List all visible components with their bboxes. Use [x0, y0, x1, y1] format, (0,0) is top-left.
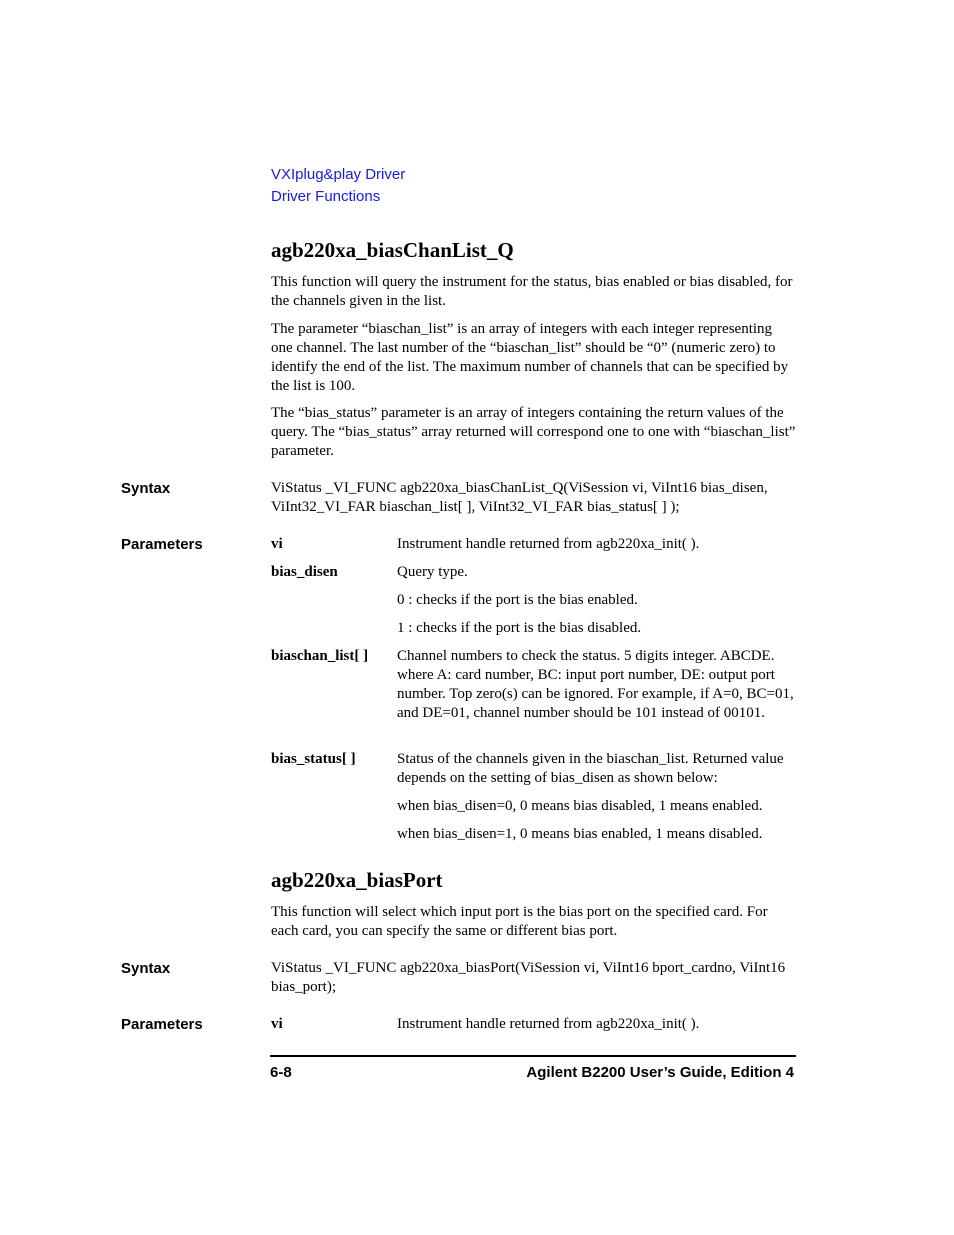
syntax-label-biasport: Syntax: [121, 960, 171, 977]
breadcrumb-link-driver[interactable]: VXIplug&play Driver: [271, 166, 406, 183]
param-desc-bias-disen-1: 1 : checks if the port is the bias disabled.: [397, 620, 642, 636]
param-desc-biaschan-list: Channel numbers to check the status. 5 digits integer. ABCDE. where A: card number, BC: input port number, DE: output port number. Top zero(s) can be ignored. For example, if A=0, BC=01, and DE=01, channel number should be 101 instead of 00101.: [397, 648, 794, 721]
param-desc-vi-biasport: Instrument handle returned from agb220xa_init( ).: [397, 1016, 700, 1032]
section-heading-biasport: agb220xa_biasPort: [271, 868, 443, 892]
paragraph-bias-status: The “bias_status” parameter is an array of integers containing the return values of the query. The “bias_status” array returned will correspond one to one with “biaschan_list” parameter.: [271, 405, 796, 459]
parameters-label: Parameters: [121, 536, 203, 553]
paragraph-biaschan-list: The parameter “biaschan_list” is an array of integers with each integer representing one channel. The last number of the “biaschan_list” should be “0” (numeric zero) to identify the end of the list. The maximum number of channels that can be specified by the list is 100.: [271, 321, 789, 394]
param-name-vi-biasport: vi: [271, 1016, 283, 1032]
guide-title: Agilent B2200 User’s Guide, Edition 4: [526, 1064, 794, 1081]
param-desc-bias-status-0: when bias_disen=0, 0 means bias disabled, 1 means enabled.: [397, 798, 763, 814]
param-name-vi: vi: [271, 536, 283, 552]
syntax-text-biasport: ViStatus _VI_FUNC agb220xa_biasPort(ViSession vi, ViInt16 bport_cardno, ViInt16 bias_port);: [271, 960, 786, 995]
param-desc-bias-status-1: when bias_disen=1, 0 means bias enabled, 1 means disabled.: [397, 826, 763, 842]
section-heading-biaschanlist: agb220xa_biasChanList_Q: [271, 238, 514, 262]
param-name-bias-status: bias_status[ ]: [271, 751, 356, 767]
paragraph-intro: This function will query the instrument for the status, bias enabled or bias disabled, for the channels given in the list.: [271, 274, 793, 309]
param-desc-bias-disen-0: 0 : checks if the port is the bias enabled.: [397, 592, 638, 608]
page-number: 6-8: [270, 1064, 292, 1081]
parameters-label-biasport: Parameters: [121, 1016, 203, 1033]
breadcrumb-link-functions[interactable]: Driver Functions: [271, 188, 381, 205]
param-name-bias-disen: bias_disen: [271, 564, 338, 580]
syntax-label: Syntax: [121, 480, 171, 497]
footer-divider: [270, 1055, 796, 1057]
param-name-biaschan-list: biaschan_list[ ]: [271, 648, 369, 664]
param-desc-vi: Instrument handle returned from agb220xa_init( ).: [397, 536, 700, 552]
param-desc-bias-disen: Query type.: [397, 564, 468, 580]
param-desc-bias-status: Status of the channels given in the biaschan_list. Returned value depends on the setting of bias_disen as shown below:: [397, 751, 784, 786]
syntax-text: ViStatus _VI_FUNC agb220xa_biasChanList_Q(ViSession vi, ViInt16 bias_disen, ViInt32_VI_FAR biaschan_list[ ], ViInt32_VI_FAR bias_status[ ] );: [271, 480, 768, 515]
paragraph-biasport-intro: This function will select which input port is the bias port on the specified card. For each card, you can specify the same or different bias port.: [271, 904, 768, 939]
